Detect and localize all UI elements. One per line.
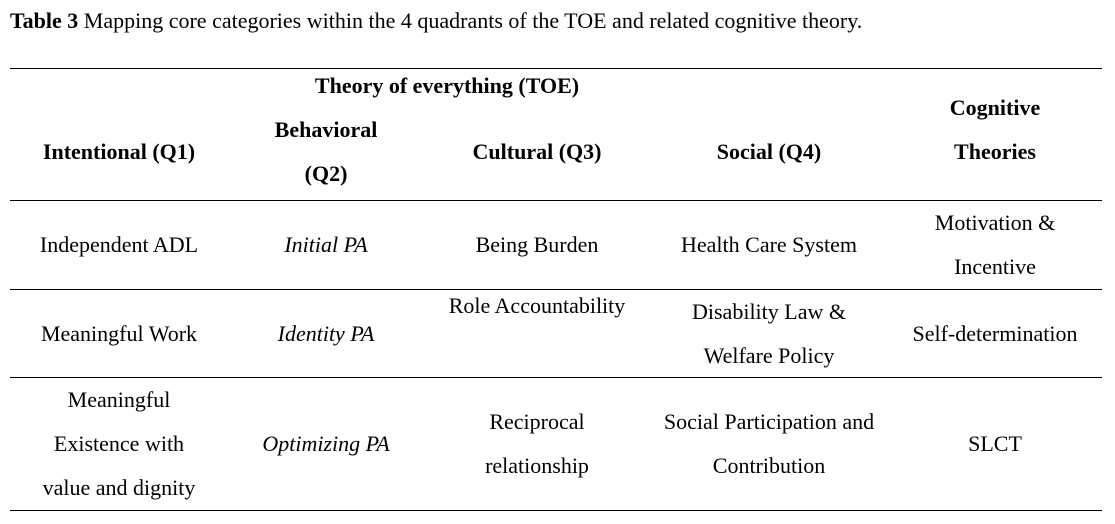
- row-2-q4: Disability Law & Welfare Policy: [692, 298, 846, 368]
- header-cultural: Cultural (Q3): [472, 139, 602, 164]
- row-1-cognitive: Motivation & Incentive: [934, 210, 1056, 279]
- row-3-q1: Meaningful Existence with value and dignity: [42, 387, 196, 500]
- row-1-q4: Health Care System: [681, 232, 857, 257]
- header-social: Social (Q4): [716, 139, 822, 164]
- header-cognitive-theories: Cognitive Theories: [949, 95, 1041, 164]
- row-3-cognitive: SLCT: [968, 431, 1022, 456]
- row-2-q1: Meaningful Work: [40, 320, 198, 346]
- table-title: Mapping core categories within the 4 quadrants of the TOE and related cognitive theory.: [83, 8, 863, 33]
- table-number: Table 3: [10, 8, 79, 33]
- row-3-q3: Reciprocal relationship: [485, 409, 589, 478]
- row-2-q3: Role Accountability: [448, 293, 626, 318]
- table-caption: [10, 6, 862, 36]
- row-3-q2: Optimizing PA: [262, 431, 390, 456]
- header-behavioral: Behavioral (Q2): [274, 117, 378, 186]
- row-1-q1: Independent ADL: [39, 232, 199, 257]
- row-1-q3: Being Burden: [475, 232, 599, 257]
- row-1-q2: Initial PA: [284, 232, 368, 257]
- row-3-q4: Social Participation and Contribution: [663, 409, 875, 478]
- header-intentional: Intentional (Q1): [42, 139, 196, 164]
- row-2-q2: Identity PA: [277, 320, 375, 346]
- group-header-toe: Theory of everything (TOE): [314, 73, 580, 98]
- table-bottom-rule: [10, 510, 1102, 511]
- row-2-cognitive: Self-determination: [912, 320, 1078, 346]
